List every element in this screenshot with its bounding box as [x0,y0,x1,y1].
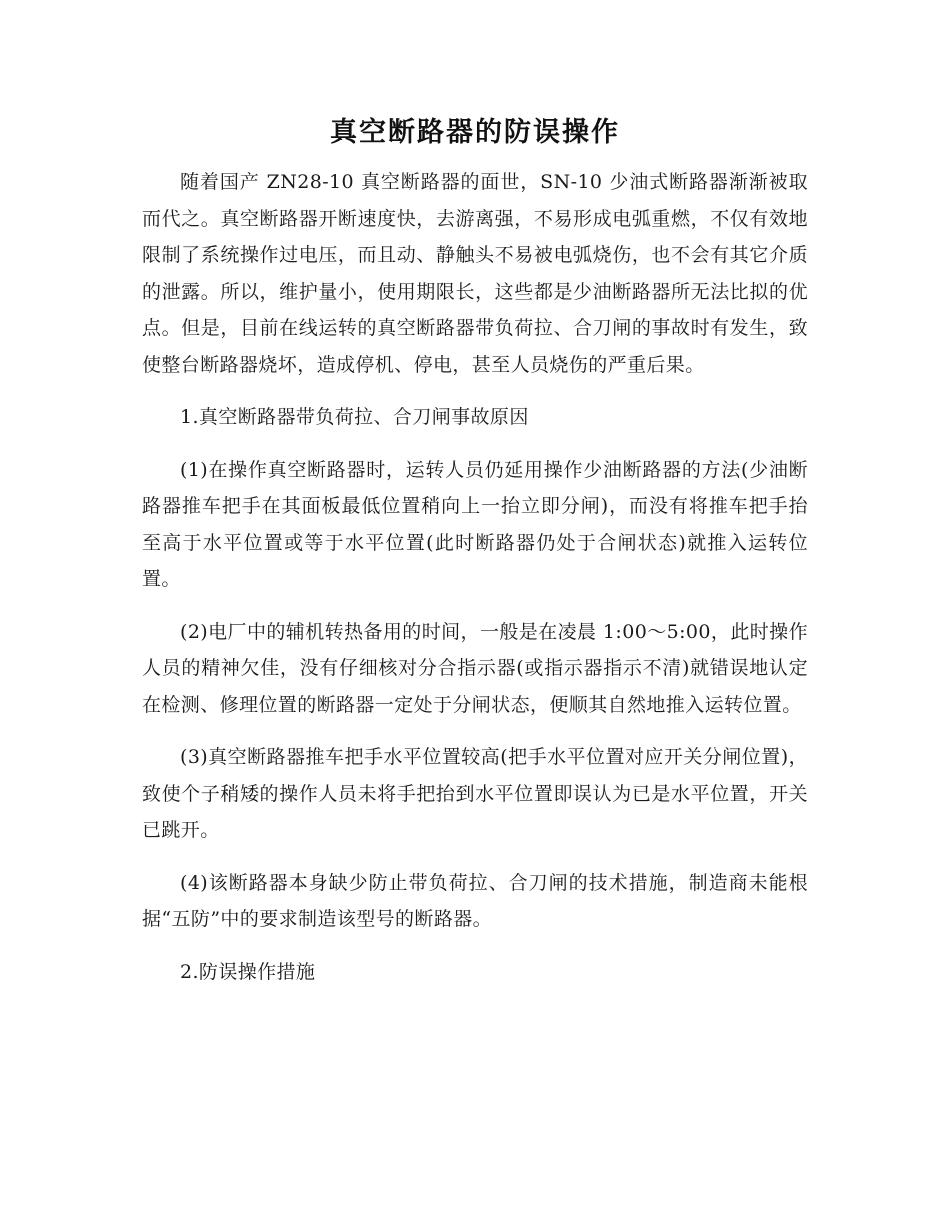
paragraph-cause-3: (3)真空断路器推车把手水平位置较高(把手水平位置对应开关分闸位置)，致使个子稍矮的操作人员未将手把抬到水平位置即误认为已是水平位置，开关已跳开。 [142,746,808,841]
paragraph-gap [142,383,808,399]
paragraph-gap [142,436,808,452]
paragraph-intro: 随着国产 ZN28-10 真空断路器的面世，SN-10 少油式断路器渐渐被取而代之。真空断路器开断速度快，去游离强，不易形成电弧重燃，不仅有效地限制了系统操作过电压，而且动、静触头不易被电弧烧伤，也不会有其它介质的泄露。所以，维护量小，使用期限长，这些都是少油断路器所无法比拟的优点。但是，目前在线运转的真空断路器带负荷拉、合刀闸的事故时有发生，致使整台断路器烧坏，造成停机、停电，甚至人员烧伤的严重后果。 [142,171,808,376]
section-heading-causes: 1.真空断路器带负荷拉、合刀闸事故原因 [180,406,529,428]
paragraph-cause-2: (2)电厂中的辅机转热备用的时间，一般是在凌晨 1:00～5:00，此时操作人员的精神欠佳，没有仔细核对分合指示器(或指示器指示不清)就错误地认定在检测、修理位置的断路器一定处于分闸状态，便顺其自然地推入运转位置。 [142,620,808,716]
paragraph-gap [142,723,808,739]
paragraph-gap [142,849,808,865]
paragraph-gap [142,938,808,954]
paragraph-cause-4: (4)该断路器本身缺少防止带负荷拉、合刀闸的技术措施，制造商未能根据“五防”中的要求制造该型号的断路器。 [142,871,808,930]
section-heading-measures: 2.防误操作措施 [180,960,316,983]
paragraph-gap [142,598,808,614]
paragraph-cause-1: (1)在操作真空断路器时，运转人员仍延用操作少油断路器的方法(少油断路器推车把手在其面板最低位置稍向上一抬立即分闸)，而没有将推车把手抬至高于水平位置或等于水平位置(此时断路器仍处于合闸状态)就推入运转位置。 [142,458,808,590]
document-title: 真空断路器的防误操作 [330,117,620,148]
